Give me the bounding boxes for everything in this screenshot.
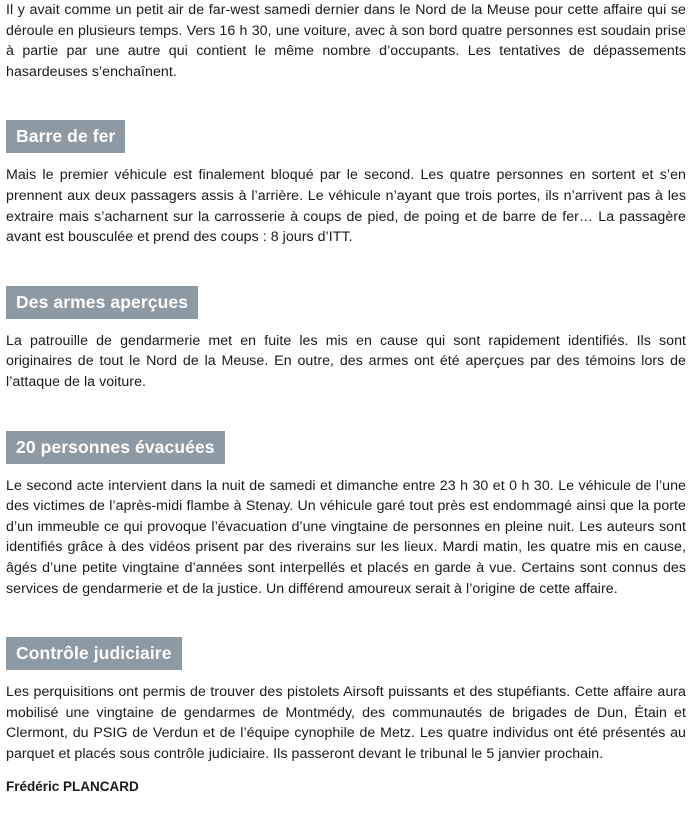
section-paragraph: La patrouille de gendarmerie met en fuite les mis en cause qui sont rapidement identifiés. Ils sont originaires de tout le Nord de la Meuse. En outre, des armes ont été aperçues par des témoins lors de l’attaque de la voiture. xyxy=(6,332,686,390)
intro-paragraph: Il y avait comme un petit air de far-west samedi dernier dans le Nord de la Meuse pour cette affaire qui se déroule en plusieurs temps. Vers 16 h 30, une voiture, avec à son bord quatre personnes est soudain prise à partie par une autre qui contient le même nombre d’occupants. Les tentatives de dépassements hasardeuses s’enchaînent. xyxy=(6,2,686,80)
section-heading: Des armes aperçues xyxy=(6,286,198,319)
section-heading: Contrôle judiciaire xyxy=(6,637,182,670)
section-controle-judiciaire xyxy=(6,637,686,764)
section-20-personnes-evacuees xyxy=(6,431,686,600)
author-byline: Frédéric PLANCARD xyxy=(6,779,139,795)
section-paragraph: Le second acte intervient dans la nuit de samedi et dimanche entre 23 h 30 et 0 h 30. Le véhicule de l’une des victimes de l’après-midi flambe à Stenay. Un véhicule garé tout près est endommagé ainsi que la porte d’un immeuble ce qui provoque l’évacuation d’une vingtaine de personnes en pleine nuit. Les auteurs sont identifiés grâce à des vidéos prisent par des riverains sur les lieux. Mardi matin, les quatre mis en cause, âgés d’une petite vingtaine d’années sont interpellés et placés en garde à vue. Certains sont connus des services de gendarmerie et de la justice. Un différend amoureux serait à l’origine de cette affaire. xyxy=(6,477,686,597)
section-heading: Barre de fer xyxy=(6,120,125,153)
section-des-armes-apercues xyxy=(6,286,686,393)
section-paragraph: Les perquisitions ont permis de trouver des pistolets Airsoft puissants et des stupéfiants. Cette affaire aura mobilisé une vingtaine de gendarmes de Montmédy, des communautés de brigades de Dun, Étain et Clermont, du PSIG de Verdun et de l’équipe cynophile de Metz. Les quatre individus ont été présentés au parquet et placés sous contrôle judiciaire. Ils passeront devant le tribunal le 5 janvier prochain. xyxy=(6,684,686,762)
section-paragraph: Mais le premier véhicule est finalement bloqué par le second. Les quatre personnes en sortent et s’en prennent aux deux passagers assis à l’arrière. Le véhicule n’ayant que trois portes, ils n’arrivent pas à les extraire mais s’acharnent sur la carrosserie à coups de pied, de poing et de barre de fer… La passagère avant est bousculée et prend des coups : 8 jours d’ITT. xyxy=(6,167,686,246)
section-heading: 20 personnes évacuées xyxy=(6,431,225,464)
section-barre-de-fer xyxy=(6,120,686,247)
